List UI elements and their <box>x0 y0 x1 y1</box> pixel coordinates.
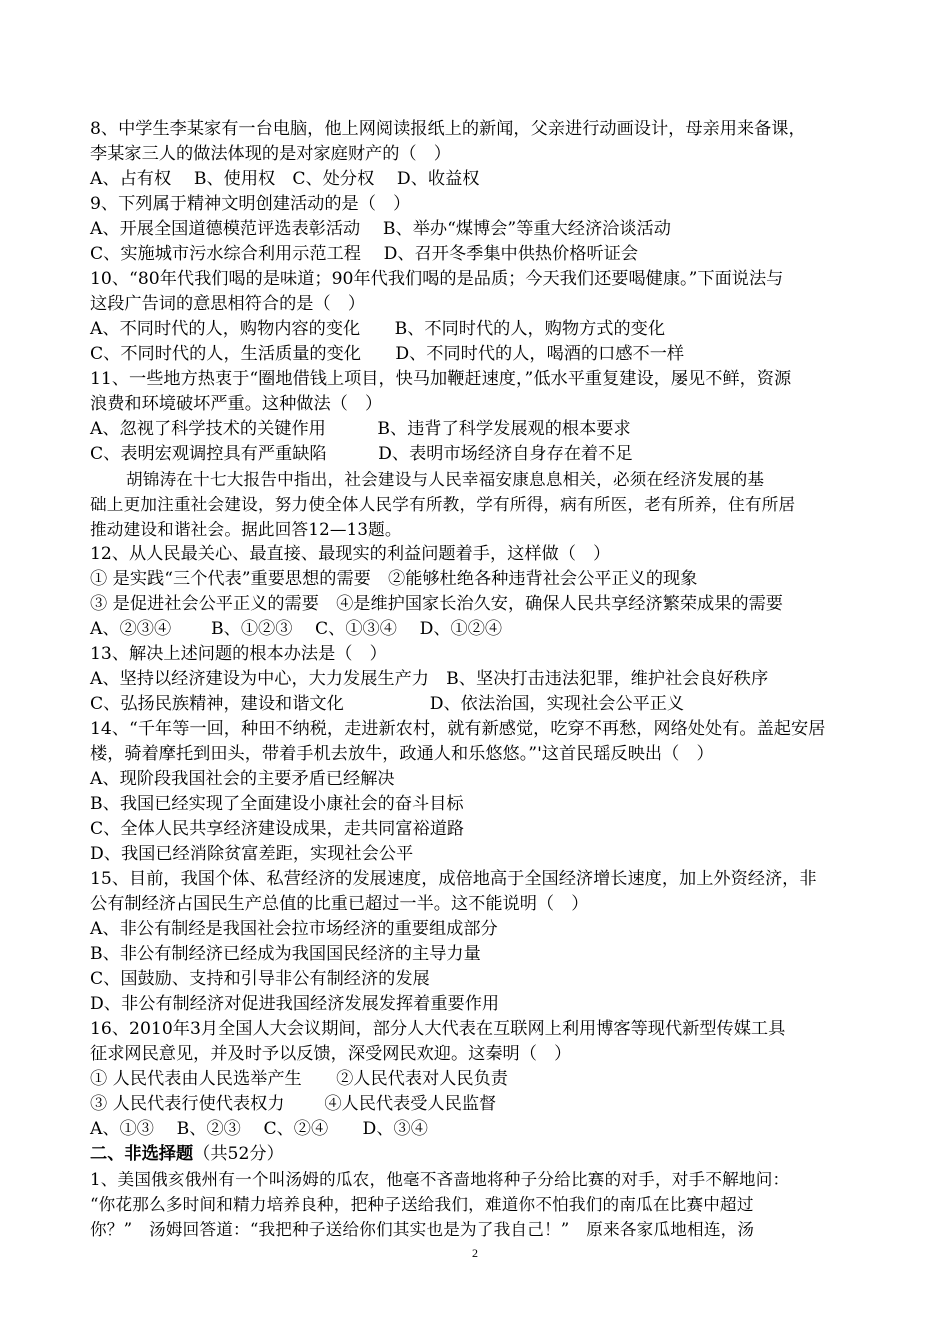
text-line: C、不同时代的人，生活质量的变化 D、不同时代的人，喝酒的口感不一样 <box>90 344 685 364</box>
text-line: ③ 人民代表行使代表权力 ④人民代表受人民监督 <box>90 1094 497 1114</box>
text-line: A、②③④ B、①②③ C、①③④ D、①②④ <box>90 619 503 639</box>
text-line: A、忽视了科学技术的关键作用 B、违背了科学发展观的根本要求 <box>90 419 631 439</box>
text-line: 9、下列属于精神文明创建活动的是（ ） <box>90 194 411 214</box>
text-line: 1、美国俄亥俄州有一个叫汤姆的瓜农，他毫不吝啬地将种子分给比赛的对手，对手不解地问： <box>90 1170 790 1189</box>
text-line: C、全体人民共享经济建设成果，走共同富裕道路 <box>90 819 465 839</box>
text-line: 13、解决上述问题的根本办法是（ ） <box>90 644 387 664</box>
text-line: 15、目前，我国个体、私营经济的发展速度，成倍地高于全国经济增长速度，加上外资经济，非 <box>90 869 817 889</box>
text-line: A、现阶段我国社会的主要矛盾已经解决 <box>90 769 395 789</box>
question-body <box>90 117 862 1242</box>
page-number: 2 <box>472 1246 478 1260</box>
text-line: 征求网民意见，并及时予以反馈，深受网民欢迎。这秦明（ ） <box>90 1044 572 1064</box>
text-line: 这段广告词的意思相符合的是（ ） <box>90 294 366 314</box>
text-line: A、开展全国道德模范评选表彰活动 B、举办“煤博会”等重大经济洽谈活动 <box>90 219 671 239</box>
text-line: 8、中学生李某家有一台电脑，他上网阅读报纸上的新闻，父亲进行动画设计，母亲用来备课， <box>90 119 806 139</box>
text-line: 10、“80年代我们喝的是味道；90年代我们喝的是品质；今天我们还要喝健康。”下面说法与 <box>90 269 784 289</box>
text-line: 胡锦涛在十七大报告中指出，社会建设与人民幸福安康息息相关，必须在经济发展的基 <box>126 470 765 489</box>
text-line: A、坚持以经济建设为中心，大力发展生产力 B、坚决打击违法犯罪，维护社会良好秩序 <box>90 669 769 689</box>
text-line: 14、“千年等一回，种田不纳税，走进新农村，就有新感觉，吃穿不再愁，网络处处有。盖起安居 <box>90 719 826 739</box>
text-line: 11、一些地方热衷于“圈地借钱上项目，快马加鞭赶速度，”低水平重复建设，屡见不鲜，资源 <box>90 369 792 389</box>
text-line: D、非公有制经济对促进我国经济发展发挥着重要作用 <box>90 994 500 1014</box>
text-line: 12、从人民最关心、最直接、最现实的利益问题着手，这样做（ ） <box>90 544 611 564</box>
text-line: A、非公有制经是我国社会拉市场经济的重要组成部分 <box>90 919 498 939</box>
text-line: A、占有权 B、使用权 C、处分权 D、收益权 <box>90 169 480 189</box>
text-line: 李某家三人的做法体现的是对家庭财产的（ ） <box>90 144 451 164</box>
text-line: C、表明宏观调控具有严重缺陷 D、表明市场经济自身存在着不足 <box>90 444 633 464</box>
text-line: ① 人民代表由人民选举产生 ②人民代表对人民负责 <box>90 1069 508 1089</box>
section-score: （共52分） <box>193 1144 284 1164</box>
text-line: A、不同时代的人，购物内容的变化 B、不同时代的人，购物方式的变化 <box>90 319 666 339</box>
text-line: B、我国已经实现了全面建设小康社会的奋斗目标 <box>90 794 464 814</box>
text-line: ① 是实践“三个代表”重要思想的需要 ②能够杜绝各种违背社会公平正义的现象 <box>90 569 698 589</box>
text-line: 楼，骑着摩托到田头，带着手机去放牛，政通人和乐悠悠。”'这首民瑶反映出（ ） <box>90 744 714 764</box>
text-line: D、我国已经消除贫富差距，实现社会公平 <box>90 844 414 864</box>
text-line: B、非公有制经济已经成为我国国民经济的主导力量 <box>90 944 481 964</box>
section-heading <box>90 1142 862 1167</box>
text-line: 你？” 汤姆回答道：“我把种子送给你们其实也是为了我自己！” 原来各家瓜地相连，汤 <box>90 1220 755 1239</box>
text-line: C、国鼓励、支持和引导非公有制经济的发展 <box>90 969 430 989</box>
essay-section <box>90 1167 862 1242</box>
text-line: 16、2010年3月全国人大会议期间，部分人大代表在互联网上利用博客等现代新型传媒工具 <box>90 1019 786 1039</box>
text-line: “你花那么多时间和精力培养良种，把种子送给我们，难道你不怕我们的南瓜在比赛中超过 <box>90 1195 754 1214</box>
text-line: 公有制经济占国民生产总值的比重已超过一半。这不能说明（ ） <box>90 894 589 914</box>
section-title: 二、非选择题 <box>90 1144 194 1164</box>
text-line: A、①③ B、②③ C、②④ D、③④ <box>90 1119 428 1139</box>
multiple-choice-section <box>90 117 862 1142</box>
text-line: 浪费和环境破坏严重。这种做法（ ） <box>90 394 383 414</box>
text-line: C、实施城市污水综合利用示范工程 D、召开冬季集中供热价格听证会 <box>90 244 639 264</box>
text-line: 础上更加注重社会建设，努力使全体人民学有所教，学有所得，病有所医，老有所养，住有所居 <box>90 495 796 514</box>
text-line: ③ 是促进社会公平正义的需要 ④是维护国家长治久安，确保人民共享经济繁荣成果的需要 <box>90 594 783 614</box>
text-line: C、弘扬民族精神，建设和谐文化 D、依法治国，实现社会公平正义 <box>90 694 685 714</box>
text-line: 推动建设和谐社会。据此回答12—13题。 <box>90 520 402 539</box>
